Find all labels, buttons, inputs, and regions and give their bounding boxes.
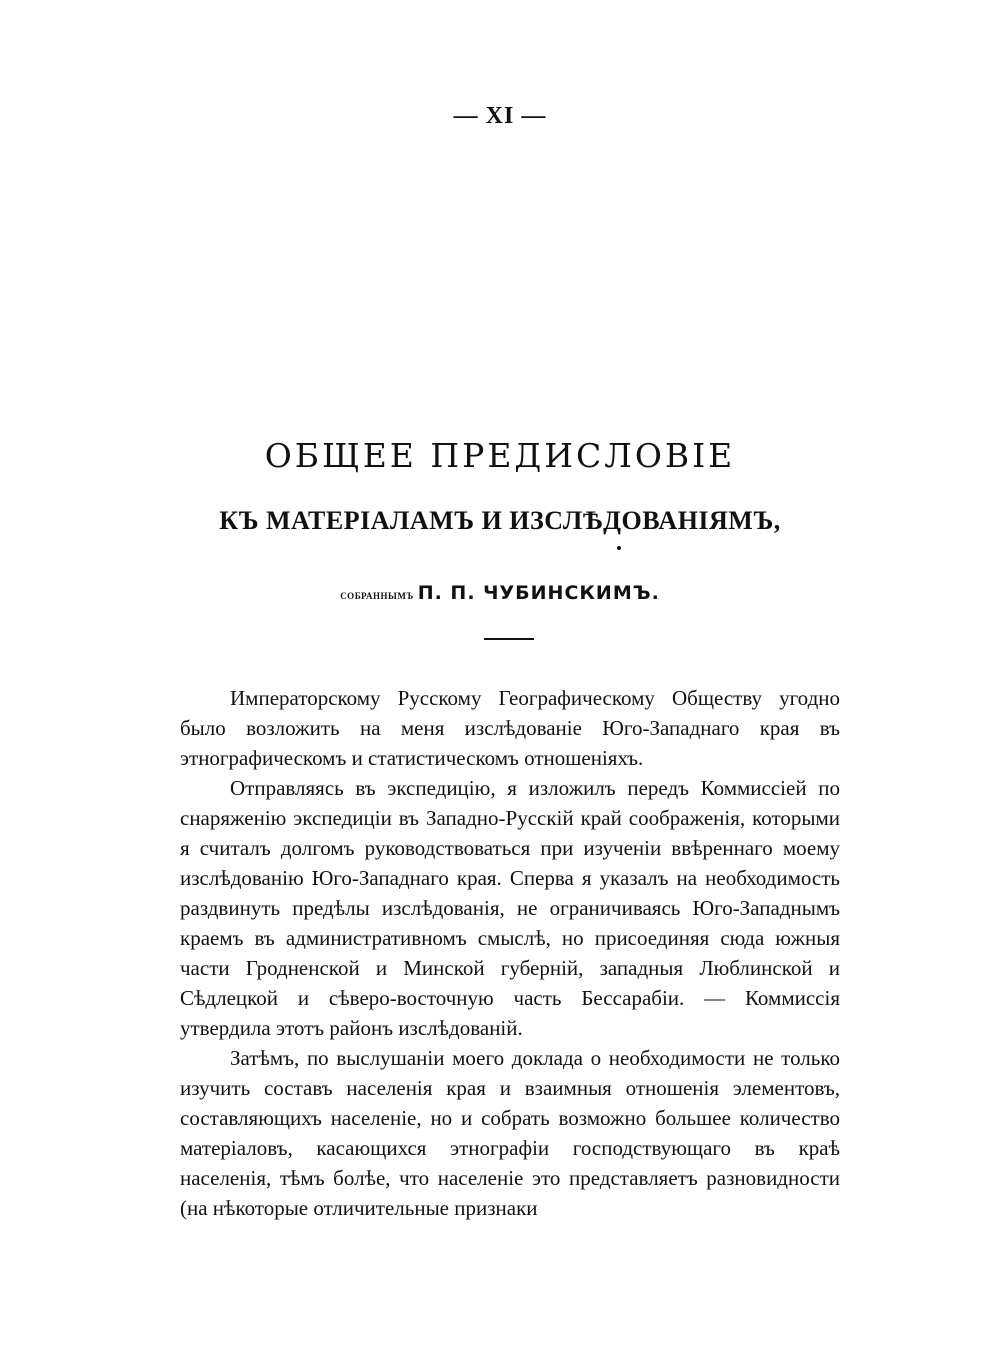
byline bbox=[0, 582, 1000, 604]
byline-prefix: собраннымъ bbox=[340, 587, 414, 602]
section-divider bbox=[484, 638, 534, 640]
body-text bbox=[180, 683, 840, 1223]
paragraph: Отправляясь въ экспедицію, я изложилъ передъ Коммиссіей по снаряженію экспедиціи въ Западно-Русскій край соображенія, которыми я считалъ долгомъ руководствоваться при изученіи ввѣреннаго моему изслѣдованію Юго-Западнаго края. Сперва я указалъ на необходимость раздвинуть предѣлы изслѣдованія, не ограничиваясь Юго-Западнымъ краемъ въ административномъ смыслѣ, но присоединяя сюда южныя части Гродненской и Минской губерній, западныя Люблинской и Сѣдлецкой и сѣверо-восточную часть Бессарабіи. — Коммиссія утвердила этотъ районъ изслѣдованій. bbox=[180, 776, 840, 1040]
decorative-dot bbox=[617, 546, 621, 550]
chapter-title: ОБЩЕЕ ПРЕДИСЛОВІЕ bbox=[264, 436, 736, 475]
paragraph: Затѣмъ, по выслушаніи моего доклада о необходимости не только изучить составъ населенія края и взаимныя отношенія элементовъ, составляющихъ населеніе, но и собрать возможно большее количество матеріаловъ, касающихся этнографіи господствующаго въ краѣ населенія, тѣмъ болѣе, что населеніе это представляетъ разновидности (на нѣкоторые отличительные признаки bbox=[180, 1046, 840, 1220]
chapter-subtitle: КЪ МАТЕРІАЛАМЪ И ИЗСЛѢДОВАНІЯМЪ, bbox=[219, 506, 781, 535]
paragraph: Императорскому Русскому Географическому Обществу угодно было возложить на меня изслѣдованіе Юго-Западнаго края въ этнографическомъ и статистическомъ отношеніяхъ. bbox=[180, 686, 840, 770]
author-name: П. П. ЧУБИНСКИМЪ. bbox=[417, 582, 660, 604]
page-number: — XI — bbox=[453, 103, 547, 129]
